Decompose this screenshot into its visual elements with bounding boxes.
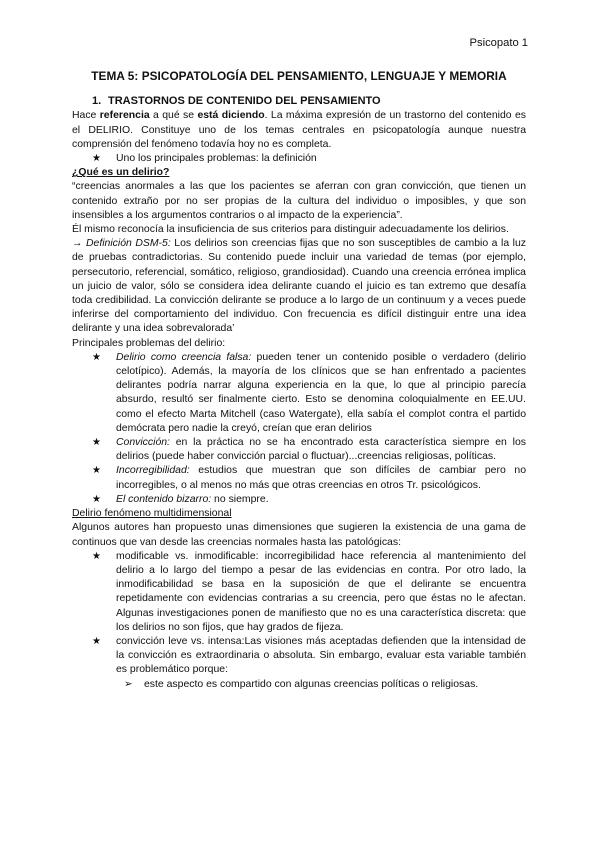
star-bullet-icon: ★ (92, 635, 101, 647)
star-bullet-icon: ★ (92, 550, 101, 562)
problem-label: Incorregibilidad: (116, 465, 190, 477)
star-bullet-icon: ★ (92, 351, 101, 363)
problem-label: El contenido bizarro: (116, 493, 212, 505)
document-body (72, 69, 526, 692)
intro-paragraph (72, 109, 526, 152)
intro-bold-1: referencia (99, 110, 150, 122)
list-item (72, 464, 526, 492)
page-header: Psicopato 1 (469, 37, 528, 49)
intro-bullet (72, 152, 526, 166)
problem-label: Convicción: (116, 437, 170, 449)
list-item (72, 493, 526, 507)
list-item (72, 436, 526, 464)
intro-text-2: a qué se (149, 110, 198, 122)
multidim-heading: Delirio fenómeno multidimensional (72, 508, 232, 520)
dsm-paragraph (72, 237, 526, 336)
intro-text-1: Hace (72, 110, 100, 122)
insuficiencia-paragraph: Él mismo reconocía la insuficiencia de sus criterios para distinguir adecuadamente los delirios. (72, 224, 509, 236)
star-bullet-icon: ★ (92, 153, 101, 165)
section-title: TRASTORNOS DE CONTENIDO DEL PENSAMIENTO (108, 95, 381, 108)
problem-label: Delirio como creencia falsa: (116, 351, 252, 363)
sub-item-text: este aspecto es compartido con algunas creencias políticas o religiosas. (144, 678, 479, 690)
problemas-intro: Principales problemas del delirio: (72, 337, 226, 349)
dsm-label: Definición DSM-5: (85, 238, 171, 250)
star-bullet-icon: ★ (92, 465, 101, 477)
problem-text: no siempre. (211, 493, 269, 505)
list-item (72, 635, 526, 678)
intro-bold-2: está diciendo (197, 110, 265, 122)
section-number: 1. (92, 95, 102, 108)
multidim-intro: Algunos autores han propuesto unas dimensiones que sugieren la existencia de una gama de continuos que van desde las creencias normales hasta las patológicas: (72, 522, 526, 548)
list-item (72, 550, 526, 635)
section-heading (92, 94, 526, 108)
document-title: TEMA 5: PSICOPATOLOGÍA DEL PENSAMIENTO, LENGUAJE Y MEMORIA (91, 69, 507, 83)
star-bullet-icon: ★ (92, 493, 101, 505)
problem-text: pueden tener un contenido posible o verdadero (delirio celotípico). Además, la mayoría de los clínicos que se han enfrentado a pacientes delirantes podría narrar alguna experiencia en la que, lo que al principio parecía absurdo, resultó ser finalmente cierto. Esto se denomina coloquialmente en EE.UU. como el efecto Marta Mitchell (caso Watergate), ella sabía el complot contra el partido demócrata pero nadie la creyó, creían que eran delirios (116, 351, 526, 434)
dimension-text: convicción leve vs. intensa:Las visiones más aceptadas defienden que la intensidad de la convicción es extraordinaria o absoluta. Sin embargo, evaluar esta variable también es problemático porque: (116, 635, 526, 676)
intro-text-3: . La máxima expresión de un trastorno del contenido es el DELIRIO. Constituye uno de los temas centrales en psicopatología aunque nuestra comprensión del fenómeno todavía hoy no es completa. (72, 110, 526, 150)
star-bullet-icon: ★ (92, 437, 101, 449)
dsm-text: Los delirios son creencias fijas que no son susceptibles de cambio a la luz de pruebas contradictorias. Su contenido puede incluir una variedad de temas (por ejemplo, persecutorio, referencial, somático, religioso, grandiosidad). Cuando una creencia errónea implica un juicio de valor, sólo se considera idea delirante cuando el juicio es tan extremo que desafía toda credibilidad. La convicción delirante se produce a lo largo de un continuum y a veces puede inferirse del comportamiento del individuo. Con frecuencia es difícil distinguir entre una idea delirante y una idea sobrevalorada’ (72, 238, 527, 335)
arrow-bullet-icon: ➢ (124, 678, 133, 690)
problem-text: estudios que muestran que son difíciles de cambiar pero no incorregibles, o al menos no más que otras creencias en otros Tr. psicológicos. (116, 465, 526, 491)
que-es-heading: ¿Qué es un delirio? (72, 167, 170, 179)
intro-bullet-text: Uno los principales problemas: la definición (116, 153, 317, 165)
problem-text: en la práctica no se ha encontrado esta característica siempre en los delirios (puede haber convicción parcial o fluctuar)...creencias religiosas, políticas. (116, 437, 526, 463)
list-item (72, 351, 526, 436)
definition-quote: “creencias anormales a las que los pacientes se aferran con gran convicción, que tienen un contenido extraño por no ser propias de la cultura del individuo o imposibles, y que son insensibles a los argumentos contrarios o al impacto de la experiencia”. (72, 181, 526, 221)
dsm-arrow: → (72, 238, 86, 250)
dimension-text: modificable vs. inmodificable: incorregibilidad hace referencia al mantenimiento del delirio a lo largo del tiempo a pesar de las evidencias en contra. Por otro lado, la inmodificabilidad se basa en la suposición de que el delirante se encuentra repetidamente con evidencias contrarias a su creencia, pero que éstas no le afectan. Algunas investigaciones ponen de manifiesto que no es una característica discreta: que los delirios no son fijos, que hay grados de fijeza. (116, 550, 526, 633)
sub-list-item (72, 678, 526, 692)
